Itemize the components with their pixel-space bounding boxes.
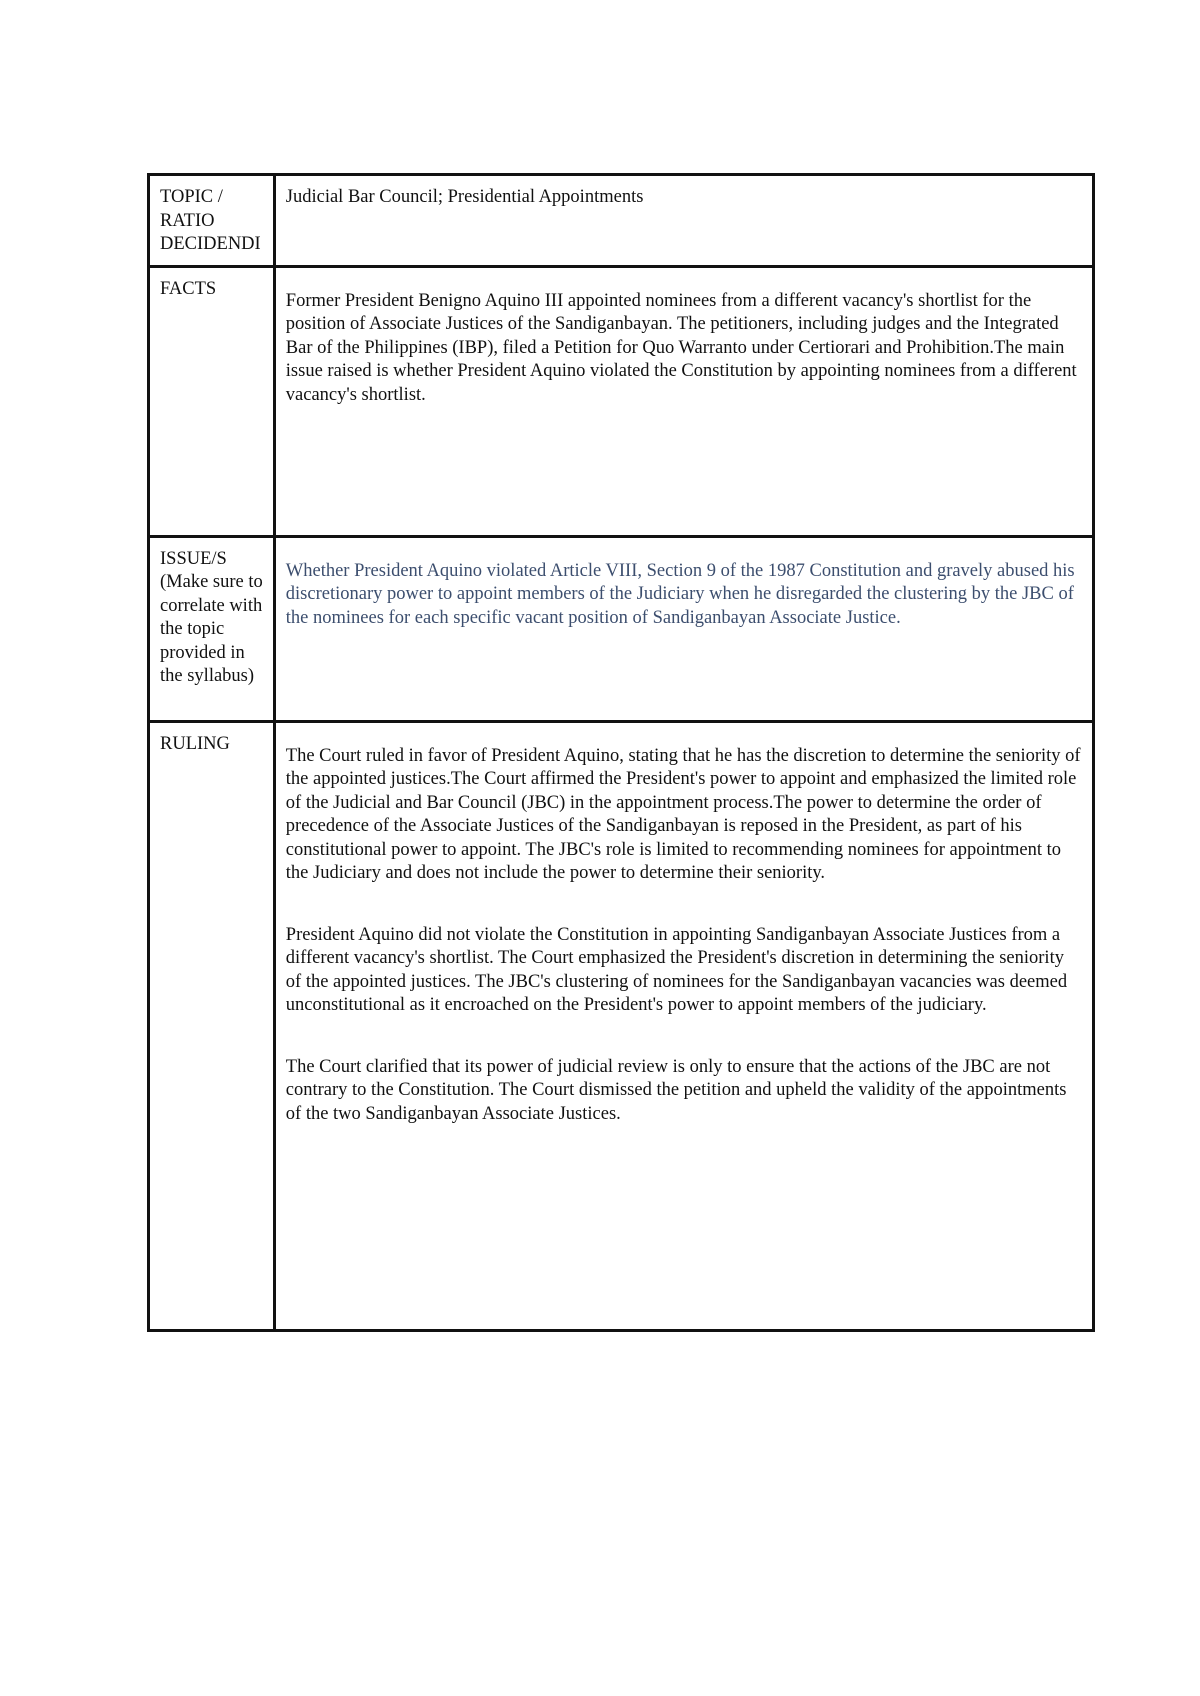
ruling-paragraph-3: The Court clarified that its power of judicial review is only to ensure that the actions of the JBC are not contrary to the Constitution. The Court dismissed the petition and upheld the validity of the appointments of the two Sandiganbayan Associate Justices. bbox=[285, 1056, 1067, 1124]
ruling-paragraph-2: President Aquino did not violate the Constitution in appointing Sandiganbayan Associate Justices from a different vacancy's shortlist. The Court emphasized the President's discretion in determining the seniority of the appointed justices. The JBC's clustering of nominees for the Sandiganbayan vacancies was deemed unconstitutional as it encroached on the President's power to appoint members of the judiciary. bbox=[285, 924, 1068, 1015]
case-digest-table bbox=[147, 173, 1095, 1332]
issue-row bbox=[149, 536, 1094, 721]
facts-row bbox=[149, 266, 1094, 536]
ruling-label-cell bbox=[149, 721, 275, 1330]
issue-content-cell bbox=[274, 536, 1093, 721]
topic-label: TOPIC / RATIO DECIDENDI bbox=[160, 187, 261, 254]
facts-text: Former President Benigno Aquino III appointed nominees from a different vacancy's shortlist for the position of Associate Justices of the Sandiganbayan. The petitioners, including judges and the Integrated Bar of the Philippines (IBP), filed a Petition for Quo Warranto under Certiorari and Prohibition.The main issue raised is whether President Aquino violated the Constitution by appointing nominees from a different vacancy's shortlist. bbox=[285, 290, 1077, 405]
topic-row bbox=[149, 175, 1094, 267]
topic-label-cell bbox=[149, 175, 275, 267]
ruling-label: RULING bbox=[160, 733, 230, 754]
ruling-paragraph-1: The Court ruled in favor of President Aquino, stating that he has the discretion to determine the seniority of the appointed justices.The Court affirmed the President's power to appoint and emphasized the limited role of the Judicial and Bar Council (JBC) in the appointment process.The power to determine the order of precedence of the Associate Justices of the Sandiganbayan is reposed in the President, as part of his constitutional power to appoint. The JBC's role is limited to recommending nominees for appointment to the Judiciary and does not include the power to determine their seniority. bbox=[285, 745, 1081, 883]
issue-label: ISSUE/S (Make sure to correlate with the topic provided in the syllabus) bbox=[160, 548, 263, 686]
facts-label-cell bbox=[149, 266, 275, 536]
ruling-row bbox=[149, 721, 1094, 1330]
facts-content-cell bbox=[274, 266, 1093, 536]
facts-label: FACTS bbox=[160, 278, 217, 299]
issue-text: Whether President Aquino violated Article VIII, Section 9 of the 1987 Constitution and gravely abused his discretionary power to appoint members of the Judiciary when he disregarded the clustering by the JBC of the nominees for each specific vacant position of Sandiganbayan Associate Justice. bbox=[285, 560, 1075, 628]
topic-text: Judicial Bar Council; Presidential Appointments bbox=[285, 187, 644, 207]
issue-label-cell bbox=[149, 536, 275, 721]
topic-content-cell bbox=[274, 175, 1093, 267]
ruling-content-cell bbox=[274, 721, 1093, 1330]
